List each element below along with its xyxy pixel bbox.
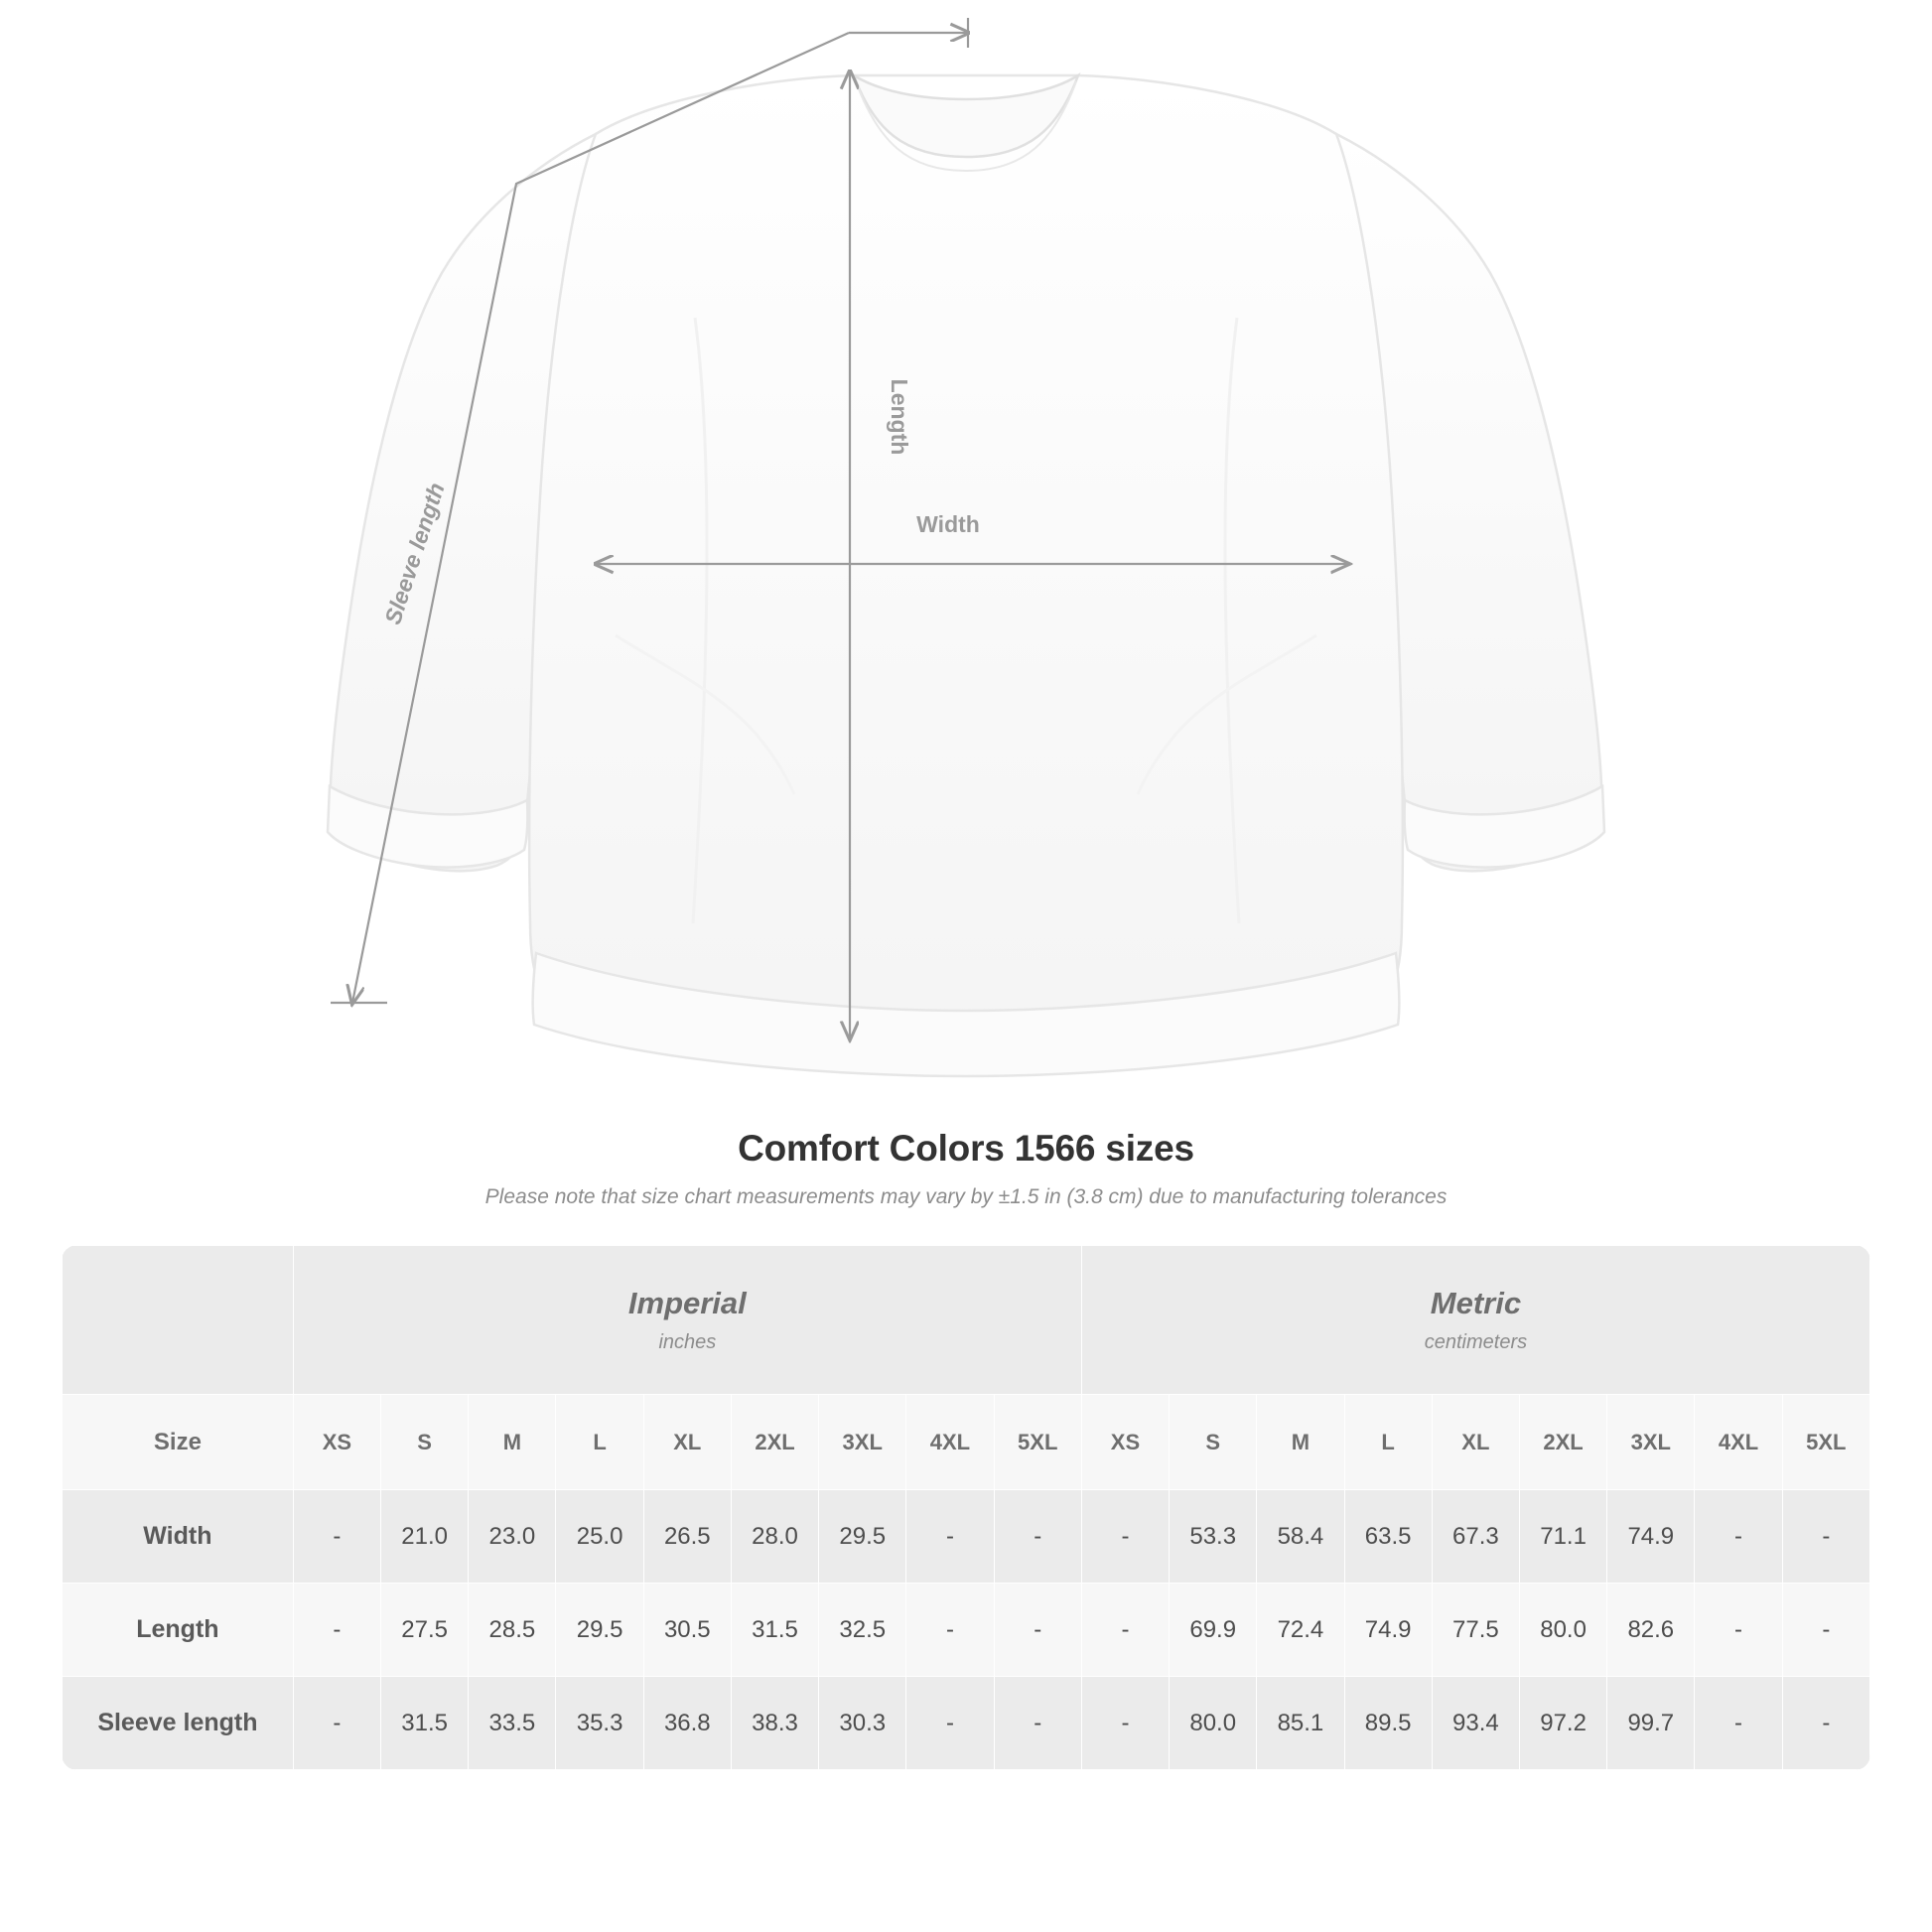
cell-length-metric-l: 74.9 [1344, 1584, 1432, 1677]
size-table [62, 1245, 1870, 1770]
cell-sleeve-imperial-m: 33.5 [469, 1677, 556, 1770]
size-col-metric-4xl: 4XL [1695, 1395, 1782, 1490]
cell-length-metric-3xl: 82.6 [1607, 1584, 1695, 1677]
size-col-imperial-xs: XS [293, 1395, 380, 1490]
cell-sleeve-metric-m: 85.1 [1257, 1677, 1344, 1770]
cell-width-metric-xs: - [1081, 1490, 1169, 1584]
cell-sleeve-imperial-xs: - [293, 1677, 380, 1770]
cell-width-imperial-5xl: - [994, 1490, 1081, 1584]
length-label: Length [887, 378, 912, 456]
size-col-imperial-5xl: 5XL [994, 1395, 1081, 1490]
cell-width-metric-m: 58.4 [1257, 1490, 1344, 1584]
cell-length-imperial-s: 27.5 [381, 1584, 469, 1677]
row-label-sleeve-length: Sleeve length [63, 1677, 294, 1770]
cell-sleeve-metric-5xl: - [1782, 1677, 1869, 1770]
heading-block [0, 1128, 1932, 1209]
cell-width-imperial-4xl: - [906, 1490, 994, 1584]
size-table-container [62, 1245, 1870, 1770]
imperial-sub-label: inches [658, 1331, 717, 1353]
cell-length-metric-xl: 77.5 [1432, 1584, 1519, 1677]
unit-header-spacer [63, 1246, 294, 1395]
cell-width-imperial-2xl: 28.0 [731, 1490, 818, 1584]
unit-header-imperial [293, 1246, 1081, 1395]
size-header-row [63, 1395, 1870, 1490]
cell-width-metric-xl: 67.3 [1432, 1490, 1519, 1584]
cell-sleeve-metric-4xl: - [1695, 1677, 1782, 1770]
size-col-imperial-l: L [556, 1395, 643, 1490]
cell-length-metric-xs: - [1081, 1584, 1169, 1677]
cell-width-imperial-m: 23.0 [469, 1490, 556, 1584]
size-col-metric-m: M [1257, 1395, 1344, 1490]
size-col-imperial-4xl: 4XL [906, 1395, 994, 1490]
size-col-metric-2xl: 2XL [1519, 1395, 1606, 1490]
cell-sleeve-imperial-2xl: 38.3 [731, 1677, 818, 1770]
cell-length-imperial-xs: - [293, 1584, 380, 1677]
metric-label: Metric [1430, 1286, 1522, 1320]
cell-length-imperial-xl: 30.5 [643, 1584, 731, 1677]
cell-sleeve-imperial-5xl: - [994, 1677, 1081, 1770]
cell-length-imperial-2xl: 31.5 [731, 1584, 818, 1677]
size-col-metric-l: L [1344, 1395, 1432, 1490]
cell-sleeve-imperial-4xl: - [906, 1677, 994, 1770]
cell-length-imperial-5xl: - [994, 1584, 1081, 1677]
cell-length-imperial-3xl: 32.5 [819, 1584, 906, 1677]
metric-sub-label: centimeters [1424, 1331, 1528, 1353]
cell-sleeve-imperial-xl: 36.8 [643, 1677, 731, 1770]
size-header-label: Size [63, 1395, 294, 1490]
cell-width-metric-l: 63.5 [1344, 1490, 1432, 1584]
width-label: Width [916, 511, 980, 537]
cell-width-imperial-s: 21.0 [381, 1490, 469, 1584]
cell-length-metric-m: 72.4 [1257, 1584, 1344, 1677]
cell-width-imperial-xs: - [293, 1490, 380, 1584]
size-col-metric-s: S [1170, 1395, 1257, 1490]
size-col-imperial-3xl: 3XL [819, 1395, 906, 1490]
size-col-imperial-m: M [469, 1395, 556, 1490]
table-row [63, 1490, 1870, 1584]
page-title: Comfort Colors 1566 sizes [738, 1128, 1194, 1169]
cell-sleeve-metric-s: 80.0 [1170, 1677, 1257, 1770]
cell-length-imperial-l: 29.5 [556, 1584, 643, 1677]
cell-width-imperial-l: 25.0 [556, 1490, 643, 1584]
size-col-imperial-s: S [381, 1395, 469, 1490]
sweatshirt-shape [328, 75, 1604, 1076]
cell-width-metric-2xl: 71.1 [1519, 1490, 1606, 1584]
cell-length-metric-s: 69.9 [1170, 1584, 1257, 1677]
cell-length-imperial-4xl: - [906, 1584, 994, 1677]
cell-width-metric-4xl: - [1695, 1490, 1782, 1584]
size-col-metric-5xl: 5XL [1782, 1395, 1869, 1490]
cell-length-metric-2xl: 80.0 [1519, 1584, 1606, 1677]
tolerance-note: Please note that size chart measurements may vary by ±1.5 in (3.8 cm) due to manufacturing tolerances [484, 1185, 1448, 1208]
cell-sleeve-metric-xl: 93.4 [1432, 1677, 1519, 1770]
imperial-label: Imperial [627, 1286, 747, 1320]
table-row [63, 1584, 1870, 1677]
size-col-imperial-xl: XL [643, 1395, 731, 1490]
cell-sleeve-imperial-s: 31.5 [381, 1677, 469, 1770]
cell-width-metric-s: 53.3 [1170, 1490, 1257, 1584]
sleeve-length-label: Sleeve length [379, 479, 450, 628]
cell-length-imperial-m: 28.5 [469, 1584, 556, 1677]
row-label-length: Length [63, 1584, 294, 1677]
table-row [63, 1677, 1870, 1770]
cell-width-imperial-xl: 26.5 [643, 1490, 731, 1584]
cell-sleeve-metric-l: 89.5 [1344, 1677, 1432, 1770]
cell-length-metric-4xl: - [1695, 1584, 1782, 1677]
size-col-metric-3xl: 3XL [1607, 1395, 1695, 1490]
cell-sleeve-metric-3xl: 99.7 [1607, 1677, 1695, 1770]
cell-width-metric-3xl: 74.9 [1607, 1490, 1695, 1584]
cell-width-imperial-3xl: 29.5 [819, 1490, 906, 1584]
size-col-metric-xl: XL [1432, 1395, 1519, 1490]
cell-sleeve-imperial-3xl: 30.3 [819, 1677, 906, 1770]
size-col-imperial-2xl: 2XL [731, 1395, 818, 1490]
cell-width-metric-5xl: - [1782, 1490, 1869, 1584]
cell-sleeve-metric-xs: - [1081, 1677, 1169, 1770]
cell-sleeve-metric-2xl: 97.2 [1519, 1677, 1606, 1770]
size-col-metric-xs: XS [1081, 1395, 1169, 1490]
unit-header-row [63, 1246, 1870, 1395]
cell-length-metric-5xl: - [1782, 1584, 1869, 1677]
unit-header-metric [1081, 1246, 1869, 1395]
cell-sleeve-imperial-l: 35.3 [556, 1677, 643, 1770]
row-label-width: Width [63, 1490, 294, 1584]
